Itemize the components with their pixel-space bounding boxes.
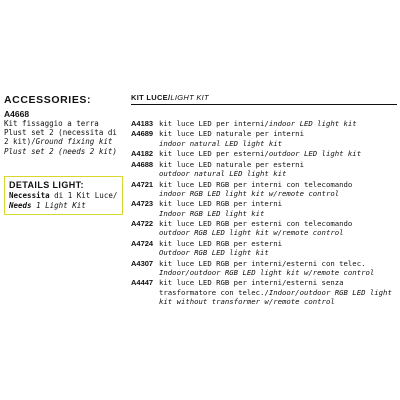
- item-code: A4688: [131, 159, 154, 169]
- item-description: [159, 239, 397, 258]
- list-item: [131, 278, 397, 306]
- item-description: [159, 219, 397, 238]
- item-desc-it: kit luce LED naturale per interni: [159, 129, 304, 139]
- item-desc-en: outdoor natural LED light kit: [159, 169, 287, 179]
- item-code: A4447: [131, 278, 154, 288]
- list-item: [131, 259, 397, 278]
- list-item: [131, 160, 397, 179]
- item-desc-it: kit luce LED per esterni/: [159, 149, 269, 159]
- item-code: A4724: [131, 238, 154, 248]
- light-kit-list: [131, 119, 397, 306]
- details-text: [9, 191, 118, 210]
- item-code: A4721: [131, 179, 154, 189]
- item-description: [159, 278, 397, 306]
- light-kit-section: [131, 93, 397, 308]
- details-light-box: [4, 176, 123, 215]
- list-item: [131, 119, 397, 128]
- list-item: [131, 149, 397, 158]
- details-t3: Needs: [9, 200, 32, 210]
- details-t4: 1 Light Kit: [31, 200, 86, 210]
- item-desc-it: kit luce LED per interni/: [159, 119, 269, 128]
- item-description: [159, 180, 397, 199]
- item-description: [159, 129, 397, 148]
- item-code: A4723: [131, 199, 154, 209]
- list-item: [131, 129, 397, 148]
- details-t1: Necessita: [9, 191, 50, 200]
- item-description: [159, 199, 397, 218]
- item-desc-en: outdoor LED light kit: [268, 149, 362, 159]
- item-desc-en: Indoor/outdoor RGB LED light kit without transformer w/remote control: [159, 287, 392, 307]
- item-description: [159, 119, 397, 128]
- item-description: [159, 149, 397, 158]
- list-item: [131, 219, 397, 238]
- light-kit-title-it: KIT LUCE/: [131, 93, 171, 102]
- accessory-desc-it: Kit fissaggio a terra Plust set 2 (necessita di 2 kit)/: [4, 119, 117, 147]
- details-title: DETAILS LIGHT:: [9, 180, 84, 190]
- light-kit-title-en: LIGHT KIT: [170, 93, 209, 102]
- item-code: A4722: [131, 219, 154, 229]
- accessory-description: [4, 119, 124, 156]
- list-item: [131, 199, 397, 218]
- accessories-title: ACCESSORIES:: [4, 94, 92, 106]
- item-code: A4182: [131, 149, 154, 159]
- item-desc-it: kit luce LED RGB per esterni con telecomando: [159, 219, 353, 229]
- item-description: [159, 160, 397, 179]
- accessory-code: A4668: [4, 109, 30, 119]
- item-desc-it: kit luce LED RGB per interni/esterni con telec.: [159, 258, 366, 268]
- list-item: [131, 239, 397, 258]
- item-desc-en: Indoor RGB LED light kit: [159, 208, 265, 218]
- item-desc-en: Indoor/outdoor RGB LED light kit w/remote control: [159, 267, 375, 277]
- accessory-desc-en: Ground fixing kit Plust set 2 (needs 2 kit): [4, 137, 117, 156]
- item-code: A4689: [131, 129, 154, 139]
- item-desc-it: kit luce LED RGB per interni con telecomando: [159, 179, 353, 189]
- accessories-section: [4, 94, 122, 156]
- item-desc-en: outdoor RGB LED light kit w/remote control: [159, 228, 344, 238]
- item-code: A4183: [131, 119, 154, 128]
- item-desc-it: kit luce LED RGB per interni/esterni senza trasformatore con telec./: [159, 278, 344, 297]
- item-description: [159, 259, 397, 278]
- item-desc-en: indoor RGB LED light kit w/remote control: [159, 188, 340, 198]
- list-item: [131, 180, 397, 199]
- details-t2: di 1 Kit Luce/: [49, 191, 118, 200]
- item-desc-it: kit luce LED naturale per esterni: [159, 159, 304, 169]
- item-desc-it: kit luce LED RGB per interni: [159, 199, 283, 209]
- item-desc-en: indoor LED light kit: [268, 119, 357, 128]
- item-desc-en: indoor natural LED light kit: [159, 138, 283, 148]
- light-kit-title: [131, 93, 397, 105]
- item-desc-it: kit luce LED RGB per esterni: [159, 238, 283, 248]
- item-code: A4307: [131, 258, 154, 268]
- item-desc-en: Outdoor RGB LED light kit: [159, 248, 269, 258]
